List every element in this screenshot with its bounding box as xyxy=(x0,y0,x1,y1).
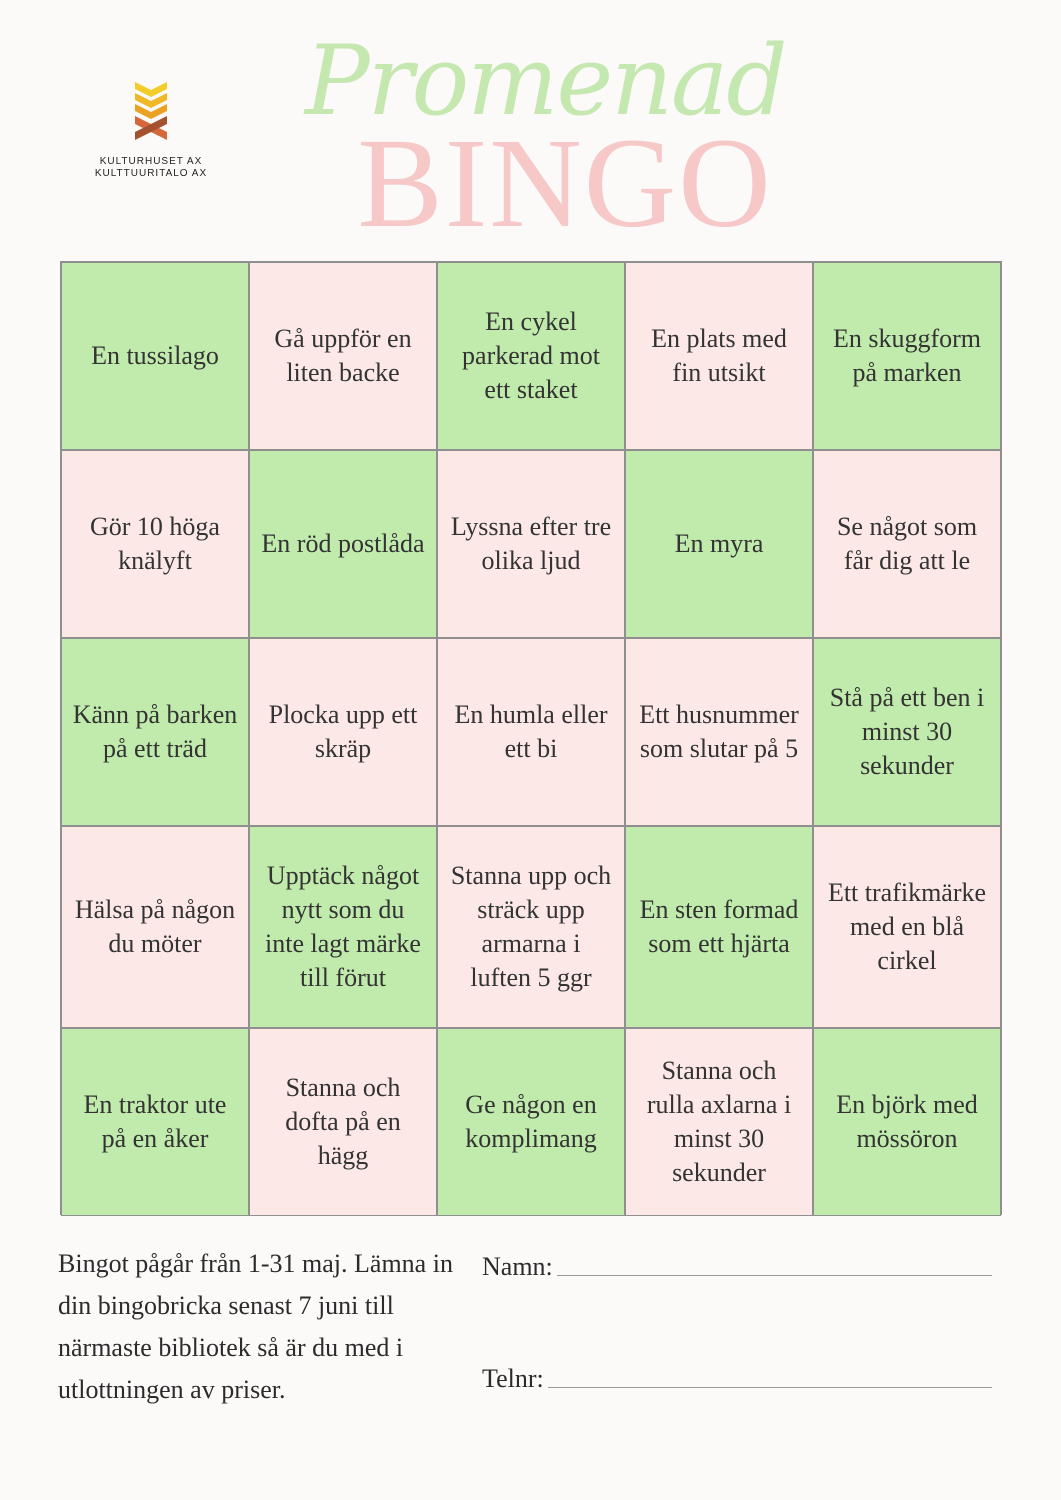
bingo-cell-text: Plocka upp ett skräp xyxy=(268,700,418,763)
info-text: Bingot pågår från 1-31 maj. Lämna in din bingobricka senast 7 juni till närmaste bibliotek så är du med i utlottningen av priser. xyxy=(58,1249,453,1404)
bingo-cell xyxy=(249,262,437,450)
name-label: Namn: xyxy=(482,1252,553,1281)
bingo-cell-text: Se något som får dig att le xyxy=(836,512,978,575)
bingo-cell-text: Stanna och dofta på en hägg xyxy=(285,1073,401,1170)
bingo-cell xyxy=(61,638,249,826)
bingo-cell xyxy=(625,826,813,1028)
kulturhuset-logo-icon xyxy=(135,80,167,142)
bingo-cell xyxy=(625,450,813,638)
name-field[interactable] xyxy=(482,1252,992,1282)
bingo-cell xyxy=(437,262,625,450)
bingo-cell-text: En björk med mössöron xyxy=(836,1090,978,1153)
bingo-cell xyxy=(813,1028,1001,1216)
bingo-cell-text: Lyssna efter tre olika ljud xyxy=(450,512,612,575)
name-line[interactable] xyxy=(557,1275,992,1276)
bingo-cell-text: Ett trafikmärke med en blå cirkel xyxy=(827,878,987,975)
bingo-cell xyxy=(625,262,813,450)
bingo-cell-text: Upptäck något nytt som du inte lagt märke till förut xyxy=(265,861,421,992)
bingo-cell-text: Stanna och rulla axlarna i minst 30 sekunder xyxy=(646,1056,792,1187)
phone-label: Telnr: xyxy=(482,1364,544,1393)
title-bingo: BINGO xyxy=(357,112,773,254)
bingo-cell xyxy=(249,638,437,826)
bingo-cell-text: En tussilago xyxy=(91,341,219,370)
bingo-cell xyxy=(61,1028,249,1216)
bingo-cell xyxy=(813,450,1001,638)
bingo-cell-text: Känn på barken på ett träd xyxy=(72,700,238,763)
bingo-cell xyxy=(249,826,437,1028)
bingo-cell xyxy=(625,638,813,826)
bingo-cell xyxy=(437,450,625,638)
bingo-cell-text: Stå på ett ben i minst 30 sekunder xyxy=(829,683,985,780)
bingo-cell xyxy=(61,262,249,450)
bingo-cell-text: En cykel parkerad mot ett staket xyxy=(462,307,600,404)
bingo-cell-text: En skuggform på marken xyxy=(832,324,982,387)
bingo-cell-text: Gör 10 höga knälyft xyxy=(90,512,220,575)
bingo-cell-text: Ge någon en komplimang xyxy=(465,1090,597,1153)
bingo-cell-text: Ett husnummer som slutar på 5 xyxy=(639,700,799,763)
bingo-cell xyxy=(437,826,625,1028)
bingo-cell-text: Gå uppför en liten backe xyxy=(274,324,412,387)
logo-line-1: KULTURHUSET AX xyxy=(99,156,203,167)
bingo-cell xyxy=(437,638,625,826)
bingo-cell xyxy=(813,262,1001,450)
bingo-cell xyxy=(61,826,249,1028)
bingo-cell xyxy=(625,1028,813,1216)
bingo-cell-text: Stanna upp och sträck upp armarna i luften 5 ggr xyxy=(450,861,612,992)
bingo-cell xyxy=(437,1028,625,1216)
bingo-cell-text: En humla eller ett bi xyxy=(454,700,608,763)
logo-line-2: KULTTUURITALO AX xyxy=(94,168,208,179)
bingo-cell-text: En sten formad som ett hjärta xyxy=(639,895,799,958)
logo xyxy=(78,80,224,180)
bingo-cell-text: En röd postlåda xyxy=(261,529,425,558)
bingo-cell xyxy=(813,826,1001,1028)
bingo-cell xyxy=(249,450,437,638)
bingo-cell-text: En traktor ute på en åker xyxy=(83,1090,227,1153)
bingo-cell xyxy=(61,450,249,638)
bingo-cell xyxy=(249,1028,437,1216)
phone-field[interactable] xyxy=(482,1364,992,1394)
bingo-grid xyxy=(60,261,1002,1215)
title-script: Promenad xyxy=(305,25,786,137)
bingo-cell-text: En myra xyxy=(674,529,764,558)
logo-text xyxy=(78,156,224,180)
bingo-cell xyxy=(813,638,1001,826)
phone-line[interactable] xyxy=(548,1387,992,1388)
bingo-cell-text: Hälsa på någon du möter xyxy=(74,895,236,958)
bingo-cell-text: En plats med fin utsikt xyxy=(651,324,787,387)
